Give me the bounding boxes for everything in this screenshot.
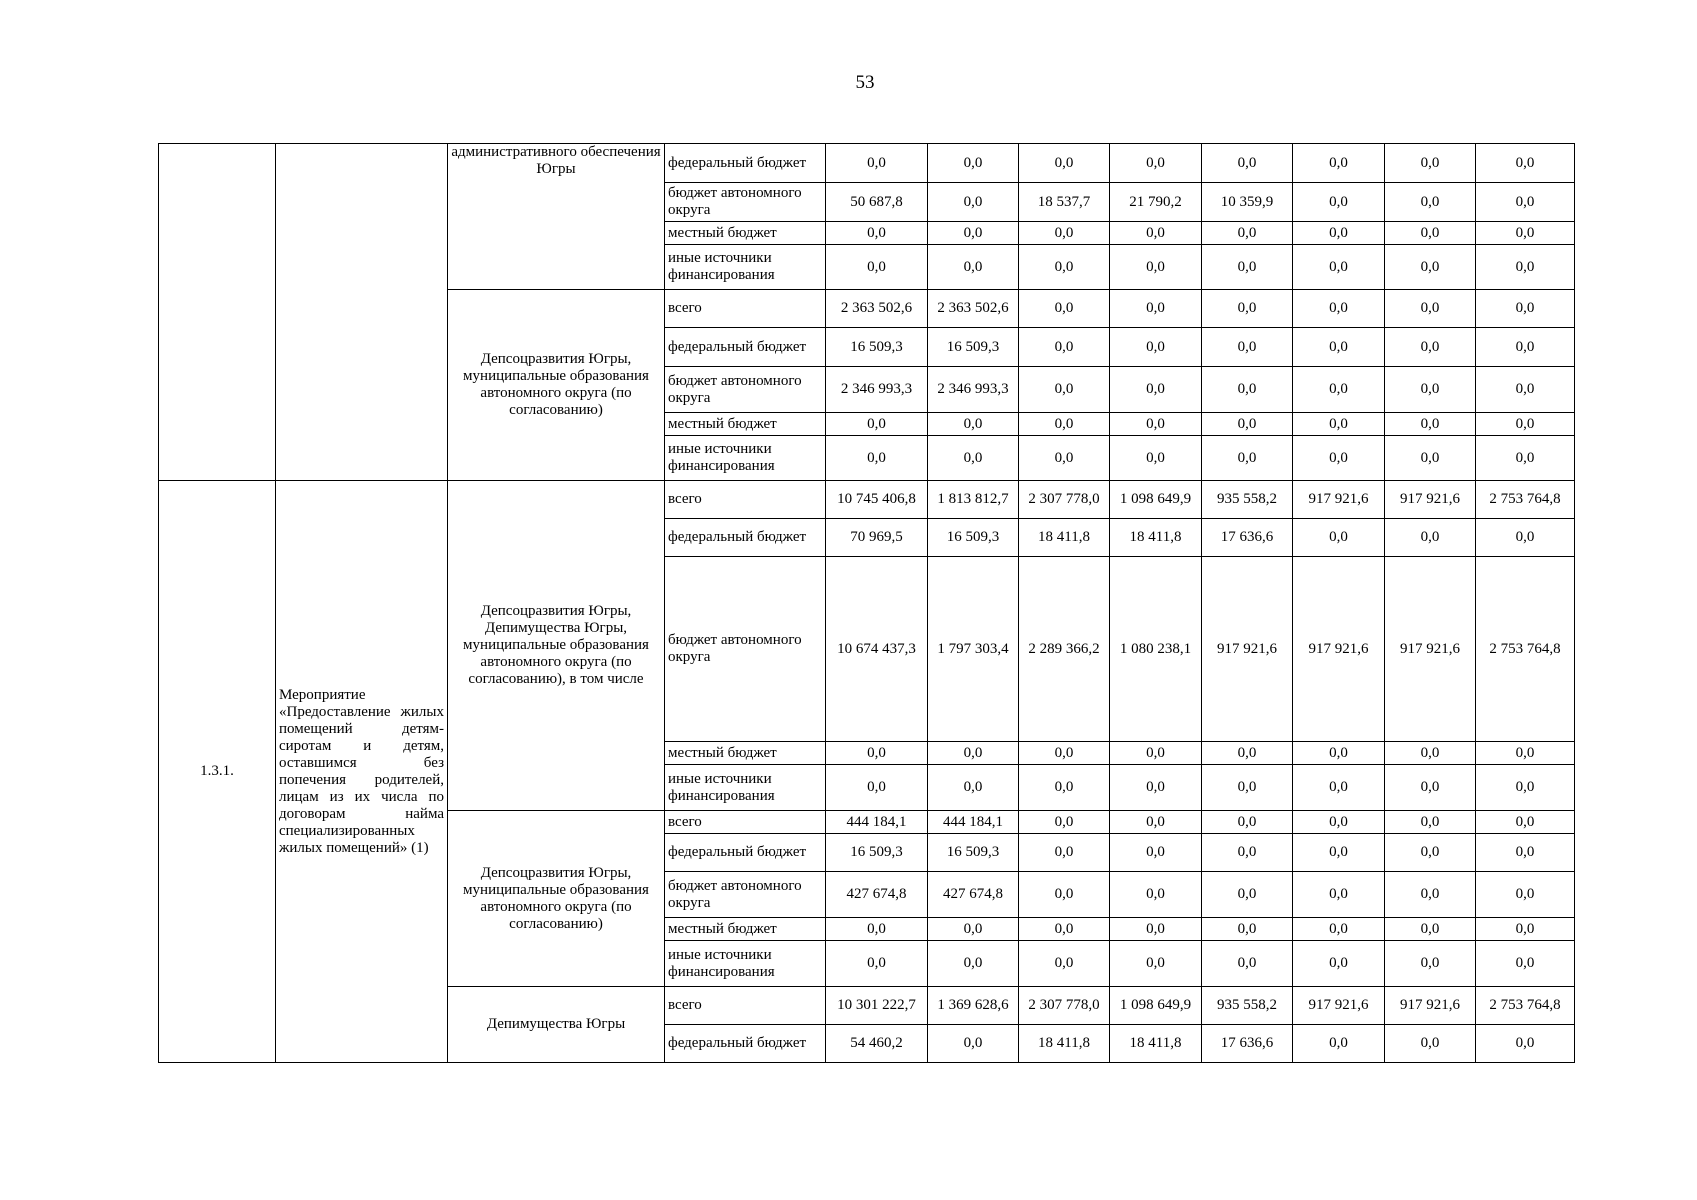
value-cell: 0,0 [1385, 765, 1476, 811]
funding-source-cell: местный бюджет [665, 918, 826, 941]
value-cell: 0,0 [1110, 367, 1202, 413]
value-cell: 0,0 [826, 144, 928, 183]
value-cell: 0,0 [1019, 918, 1110, 941]
value-cell: 935 558,2 [1202, 987, 1293, 1025]
value-cell: 0,0 [1202, 144, 1293, 183]
value-cell: 0,0 [1476, 367, 1575, 413]
funding-source-cell: федеральный бюджет [665, 519, 826, 557]
value-cell: 0,0 [1019, 290, 1110, 328]
value-cell: 1 080 238,1 [1110, 557, 1202, 742]
value-cell: 0,0 [1385, 1025, 1476, 1063]
value-cell: 0,0 [1110, 811, 1202, 834]
value-cell: 0,0 [1110, 290, 1202, 328]
value-cell: 935 558,2 [1202, 481, 1293, 519]
value-cell: 0,0 [1019, 872, 1110, 918]
value-cell: 0,0 [1293, 872, 1385, 918]
value-cell: 0,0 [826, 742, 928, 765]
value-cell: 0,0 [1110, 941, 1202, 987]
value-cell: 0,0 [1110, 328, 1202, 367]
value-cell: 427 674,8 [928, 872, 1019, 918]
value-cell: 0,0 [1385, 290, 1476, 328]
value-cell: 917 921,6 [1202, 557, 1293, 742]
value-cell: 917 921,6 [1385, 987, 1476, 1025]
funding-source-cell: федеральный бюджет [665, 834, 826, 872]
value-cell: 0,0 [1202, 436, 1293, 481]
value-cell: 444 184,1 [928, 811, 1019, 834]
value-cell: 0,0 [1202, 245, 1293, 290]
value-cell: 16 509,3 [826, 834, 928, 872]
value-cell: 0,0 [1293, 941, 1385, 987]
value-cell: 0,0 [1385, 436, 1476, 481]
value-cell: 0,0 [1476, 183, 1575, 222]
value-cell: 0,0 [1385, 222, 1476, 245]
value-cell: 0,0 [1110, 918, 1202, 941]
value-cell: 0,0 [826, 222, 928, 245]
value-cell: 16 509,3 [928, 328, 1019, 367]
value-cell: 10 674 437,3 [826, 557, 928, 742]
funding-source-cell: местный бюджет [665, 222, 826, 245]
value-cell: 0,0 [1019, 436, 1110, 481]
value-cell: 2 363 502,6 [928, 290, 1019, 328]
value-cell: 0,0 [928, 1025, 1019, 1063]
value-cell: 0,0 [1202, 941, 1293, 987]
value-cell: 1 098 649,9 [1110, 481, 1202, 519]
value-cell: 0,0 [1019, 245, 1110, 290]
budget-table [158, 143, 1575, 1063]
value-cell: 10 745 406,8 [826, 481, 928, 519]
funding-source-cell: местный бюджет [665, 742, 826, 765]
value-cell: 0,0 [1385, 183, 1476, 222]
value-cell: 0,0 [1293, 436, 1385, 481]
funding-source-cell: бюджет автономного округа [665, 367, 826, 413]
value-cell: 0,0 [1202, 918, 1293, 941]
value-cell: 0,0 [1385, 742, 1476, 765]
value-cell: 0,0 [1019, 811, 1110, 834]
funding-source-cell: иные источники финансирования [665, 941, 826, 987]
value-cell: 0,0 [1293, 765, 1385, 811]
value-cell: 2 307 778,0 [1019, 481, 1110, 519]
value-cell: 54 460,2 [826, 1025, 928, 1063]
value-cell: 2 363 502,6 [826, 290, 928, 328]
value-cell: 18 411,8 [1110, 1025, 1202, 1063]
value-cell: 0,0 [1202, 328, 1293, 367]
value-cell: 427 674,8 [826, 872, 928, 918]
value-cell: 0,0 [1202, 367, 1293, 413]
executor-cell: Депимущества Югры [448, 987, 665, 1063]
value-cell: 16 509,3 [928, 519, 1019, 557]
value-cell: 0,0 [1385, 918, 1476, 941]
value-cell: 0,0 [1110, 245, 1202, 290]
value-cell: 21 790,2 [1110, 183, 1202, 222]
value-cell: 0,0 [826, 245, 928, 290]
value-cell: 0,0 [1019, 742, 1110, 765]
value-cell: 0,0 [1293, 183, 1385, 222]
funding-source-cell: всего [665, 811, 826, 834]
table-row [159, 481, 1575, 519]
value-cell: 0,0 [1110, 834, 1202, 872]
value-cell: 0,0 [826, 941, 928, 987]
executor-cell: Депсоцразвития Югры, муниципальные образования автономного округа (по согласованию) [448, 811, 665, 987]
value-cell: 0,0 [1110, 765, 1202, 811]
value-cell: 0,0 [1476, 144, 1575, 183]
value-cell: 16 509,3 [928, 834, 1019, 872]
value-cell: 0,0 [1385, 941, 1476, 987]
value-cell: 0,0 [1202, 872, 1293, 918]
funding-source-cell: бюджет автономного округа [665, 183, 826, 222]
value-cell: 0,0 [1202, 290, 1293, 328]
value-cell: 2 753 764,8 [1476, 987, 1575, 1025]
value-cell: 0,0 [1019, 144, 1110, 183]
value-cell: 1 797 303,4 [928, 557, 1019, 742]
value-cell: 0,0 [1385, 519, 1476, 557]
value-cell: 0,0 [1293, 918, 1385, 941]
value-cell: 70 969,5 [826, 519, 928, 557]
value-cell: 0,0 [1293, 290, 1385, 328]
value-cell: 0,0 [1476, 290, 1575, 328]
value-cell: 0,0 [1385, 328, 1476, 367]
value-cell: 0,0 [1110, 436, 1202, 481]
value-cell: 17 636,6 [1202, 1025, 1293, 1063]
value-cell: 0,0 [1476, 765, 1575, 811]
value-cell: 0,0 [1385, 834, 1476, 872]
funding-source-cell: всего [665, 987, 826, 1025]
value-cell: 10 359,9 [1202, 183, 1293, 222]
value-cell: 0,0 [928, 144, 1019, 183]
value-cell: 0,0 [1476, 222, 1575, 245]
executor-cell: Депсоцразвития Югры, Депимущества Югры, муниципальные образования автономного округа (по согласованию), в том числе [448, 481, 665, 811]
page-number: 53 [855, 72, 875, 93]
value-cell: 0,0 [1202, 742, 1293, 765]
value-cell: 0,0 [1385, 413, 1476, 436]
value-cell: 0,0 [1019, 367, 1110, 413]
value-cell: 2 753 764,8 [1476, 557, 1575, 742]
value-cell: 917 921,6 [1293, 557, 1385, 742]
value-cell: 0,0 [1476, 834, 1575, 872]
value-cell: 0,0 [1202, 811, 1293, 834]
value-cell: 2 753 764,8 [1476, 481, 1575, 519]
value-cell: 0,0 [1476, 413, 1575, 436]
value-cell: 0,0 [1110, 742, 1202, 765]
value-cell: 0,0 [1019, 765, 1110, 811]
funding-source-cell: бюджет автономного округа [665, 557, 826, 742]
value-cell: 0,0 [1476, 519, 1575, 557]
budget-table-body [159, 144, 1575, 1063]
value-cell: 917 921,6 [1293, 481, 1385, 519]
value-cell: 0,0 [1293, 1025, 1385, 1063]
value-cell: 0,0 [1476, 742, 1575, 765]
value-cell: 0,0 [1293, 413, 1385, 436]
value-cell: 444 184,1 [826, 811, 928, 834]
value-cell: 0,0 [928, 765, 1019, 811]
funding-source-cell: иные источники финансирования [665, 765, 826, 811]
executor-cell: административного обеспечения Югры [448, 144, 665, 290]
value-cell: 0,0 [1476, 245, 1575, 290]
value-cell: 0,0 [1202, 834, 1293, 872]
value-cell: 0,0 [1476, 941, 1575, 987]
value-cell: 0,0 [1293, 367, 1385, 413]
value-cell: 2 346 993,3 [928, 367, 1019, 413]
value-cell: 0,0 [1110, 413, 1202, 436]
value-cell: 0,0 [1385, 144, 1476, 183]
executor-cell: Депсоцразвития Югры, муниципальные образования автономного округа (по согласованию) [448, 290, 665, 481]
value-cell: 0,0 [1385, 872, 1476, 918]
value-cell: 0,0 [1476, 328, 1575, 367]
value-cell: 0,0 [1019, 328, 1110, 367]
value-cell: 917 921,6 [1385, 557, 1476, 742]
value-cell: 0,0 [1202, 222, 1293, 245]
value-cell: 0,0 [928, 941, 1019, 987]
activity-name: Мероприятие «Предоставление жилых помещений детям-сиротам и детям, оставшимся без попечения родителей, лицам из их числа по договорам найма специализированных жилых помещений» (1) [276, 481, 448, 1063]
value-cell: 0,0 [826, 765, 928, 811]
value-cell: 18 537,7 [1019, 183, 1110, 222]
value-cell: 0,0 [928, 245, 1019, 290]
code-cell-empty [159, 144, 276, 481]
value-cell: 0,0 [928, 413, 1019, 436]
name-cell-empty [276, 144, 448, 481]
funding-source-cell: федеральный бюджет [665, 328, 826, 367]
funding-source-cell: местный бюджет [665, 413, 826, 436]
funding-source-cell: иные источники финансирования [665, 436, 826, 481]
value-cell: 0,0 [1110, 872, 1202, 918]
value-cell: 0,0 [928, 436, 1019, 481]
funding-source-cell: федеральный бюджет [665, 144, 826, 183]
value-cell: 2 307 778,0 [1019, 987, 1110, 1025]
value-cell: 0,0 [1385, 811, 1476, 834]
value-cell: 0,0 [1476, 918, 1575, 941]
value-cell: 1 813 812,7 [928, 481, 1019, 519]
value-cell: 16 509,3 [826, 328, 928, 367]
value-cell: 0,0 [826, 413, 928, 436]
value-cell: 1 369 628,6 [928, 987, 1019, 1025]
value-cell: 17 636,6 [1202, 519, 1293, 557]
value-cell: 0,0 [1110, 144, 1202, 183]
value-cell: 0,0 [1202, 765, 1293, 811]
value-cell: 0,0 [1019, 834, 1110, 872]
value-cell: 10 301 222,7 [826, 987, 928, 1025]
value-cell: 18 411,8 [1110, 519, 1202, 557]
value-cell: 0,0 [1293, 222, 1385, 245]
value-cell: 0,0 [1476, 872, 1575, 918]
funding-source-cell: всего [665, 290, 826, 328]
activity-code: 1.3.1. [159, 481, 276, 1063]
funding-source-cell: бюджет автономного округа [665, 872, 826, 918]
value-cell: 917 921,6 [1293, 987, 1385, 1025]
value-cell: 0,0 [826, 918, 928, 941]
value-cell: 50 687,8 [826, 183, 928, 222]
value-cell: 0,0 [1019, 222, 1110, 245]
value-cell: 18 411,8 [1019, 519, 1110, 557]
value-cell: 917 921,6 [1385, 481, 1476, 519]
value-cell: 0,0 [1293, 144, 1385, 183]
value-cell: 2 289 366,2 [1019, 557, 1110, 742]
value-cell: 18 411,8 [1019, 1025, 1110, 1063]
value-cell: 0,0 [1019, 413, 1110, 436]
value-cell: 0,0 [1293, 742, 1385, 765]
table-row [159, 144, 1575, 183]
value-cell: 0,0 [826, 436, 928, 481]
value-cell: 0,0 [1476, 811, 1575, 834]
value-cell: 0,0 [1293, 519, 1385, 557]
value-cell: 0,0 [1476, 1025, 1575, 1063]
funding-source-cell: иные источники финансирования [665, 245, 826, 290]
value-cell: 0,0 [1019, 941, 1110, 987]
value-cell: 0,0 [1202, 413, 1293, 436]
value-cell: 0,0 [1110, 222, 1202, 245]
value-cell: 0,0 [928, 183, 1019, 222]
value-cell: 0,0 [928, 222, 1019, 245]
value-cell: 2 346 993,3 [826, 367, 928, 413]
value-cell: 0,0 [1293, 245, 1385, 290]
value-cell: 0,0 [1385, 367, 1476, 413]
value-cell: 0,0 [928, 918, 1019, 941]
value-cell: 1 098 649,9 [1110, 987, 1202, 1025]
value-cell: 0,0 [1293, 834, 1385, 872]
funding-source-cell: всего [665, 481, 826, 519]
value-cell: 0,0 [928, 742, 1019, 765]
value-cell: 0,0 [1293, 811, 1385, 834]
funding-source-cell: федеральный бюджет [665, 1025, 826, 1063]
value-cell: 0,0 [1476, 436, 1575, 481]
value-cell: 0,0 [1385, 245, 1476, 290]
value-cell: 0,0 [1293, 328, 1385, 367]
